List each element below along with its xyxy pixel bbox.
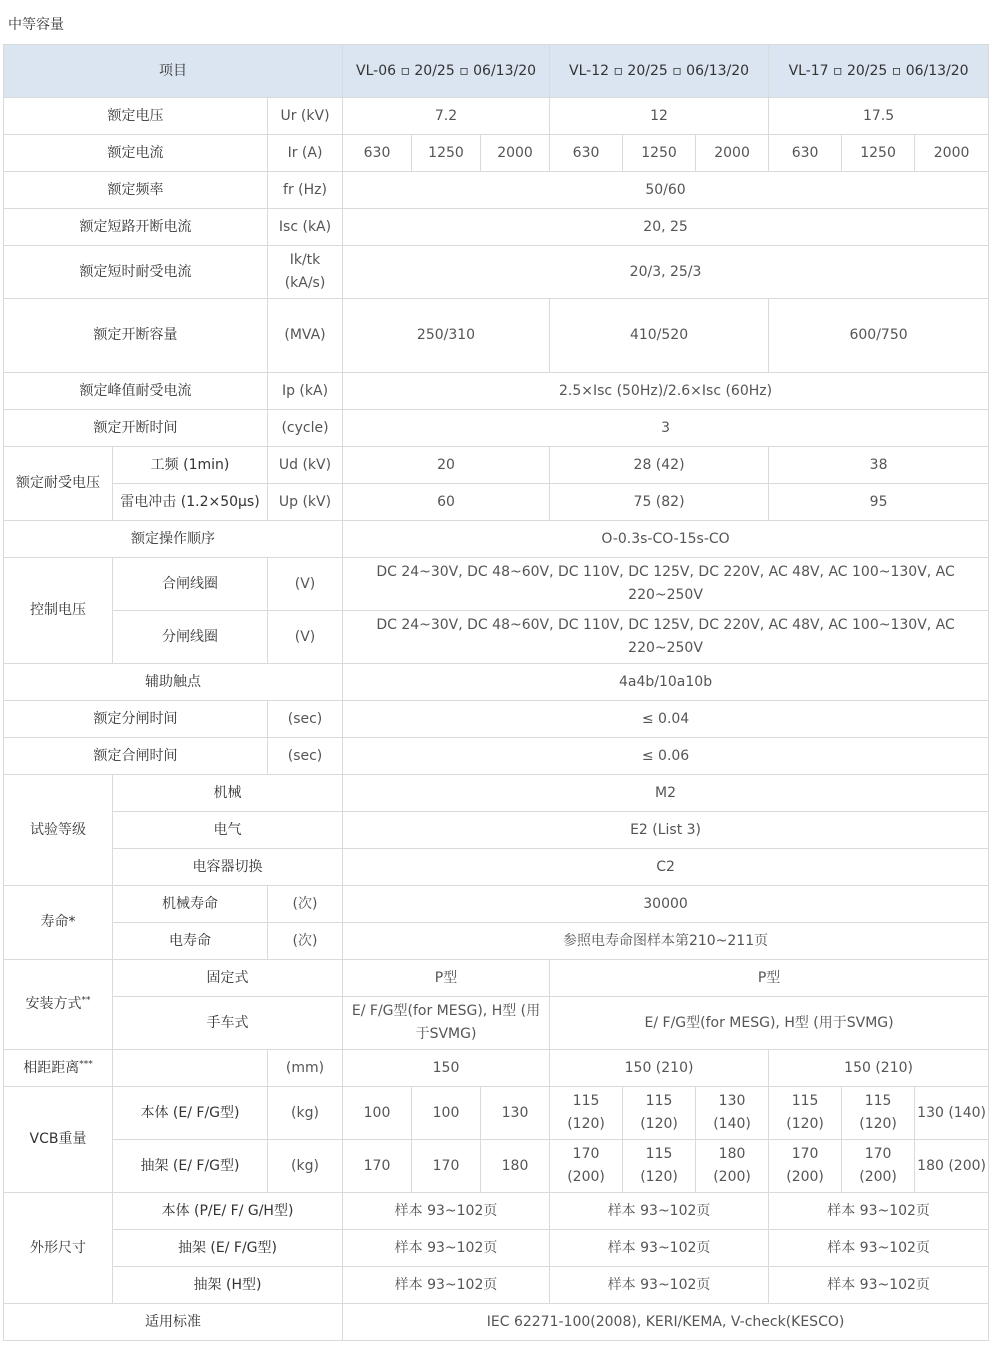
label: 机械寿命 xyxy=(113,886,268,923)
value: 38 xyxy=(769,447,989,484)
label: 工频 (1min) xyxy=(113,447,268,484)
value: 170 xyxy=(343,1140,412,1193)
empty-cell xyxy=(113,1050,268,1087)
row-test-mechanical xyxy=(4,775,989,812)
row-break-time xyxy=(4,410,989,447)
life-label: 寿命 xyxy=(40,914,69,930)
value: E2 (List 3) xyxy=(343,812,989,849)
value: IEC 62271-100(2008), KERI/KEMA, V-check(KESCO) xyxy=(343,1304,989,1341)
row-mounting-drawout xyxy=(4,997,989,1050)
label: 额定分闸时间 xyxy=(4,701,268,738)
value: 样本 93~102页 xyxy=(550,1230,769,1267)
value: 4a4b/10a10b xyxy=(343,664,989,701)
unit: fr (Hz) xyxy=(268,172,343,209)
unit: (V) xyxy=(268,611,343,664)
value: 1250 xyxy=(842,135,915,172)
value: 样本 93~102页 xyxy=(769,1193,989,1230)
label: 额定电流 xyxy=(4,135,268,172)
unit: Isc (kA) xyxy=(268,209,343,246)
page-title: 中等容量 xyxy=(8,17,64,33)
value: 样本 93~102页 xyxy=(769,1230,989,1267)
row-short-time-withstand xyxy=(4,246,989,299)
group-label xyxy=(4,886,113,960)
value: 样本 93~102页 xyxy=(769,1267,989,1304)
footnote-mark: *** xyxy=(79,1058,93,1069)
row-rated-current xyxy=(4,135,989,172)
row-weight-body xyxy=(4,1087,989,1140)
row-dimensions-body xyxy=(4,1193,989,1230)
value: 样本 93~102页 xyxy=(343,1230,550,1267)
row-breaking-capacity xyxy=(4,299,989,373)
value: 2000 xyxy=(696,135,769,172)
row-life-electrical xyxy=(4,923,989,960)
row-dimensions-frame-h xyxy=(4,1267,989,1304)
row-mounting-fixed xyxy=(4,960,989,997)
value: E/ F/G型(for MESG), H型 (用于SVMG) xyxy=(343,997,550,1050)
label: 机械 xyxy=(113,775,343,812)
pole-label: 相距距离 xyxy=(23,1059,80,1076)
label: 分闸线圈 xyxy=(113,611,268,664)
value: 250/310 xyxy=(343,299,550,373)
group-label: 试验等级 xyxy=(4,775,113,886)
value: 130 (140) xyxy=(915,1087,989,1140)
value: 参照电寿命图样本第210~211页 xyxy=(343,923,989,960)
value: 20/3, 25/3 xyxy=(343,246,989,299)
value: P型 xyxy=(343,960,550,997)
label: 抽架 (H型) xyxy=(113,1267,343,1304)
value: 100 xyxy=(412,1087,481,1140)
value: 2000 xyxy=(481,135,550,172)
value: 150 xyxy=(343,1050,550,1087)
unit: Up (kV) xyxy=(268,484,343,521)
value: 180 (200) xyxy=(915,1140,989,1193)
value: 95 xyxy=(769,484,989,521)
value: 样本 93~102页 xyxy=(343,1193,550,1230)
unit: (kg) xyxy=(268,1087,343,1140)
unit: (sec) xyxy=(268,701,343,738)
label: 电寿命 xyxy=(113,923,268,960)
label: 额定开断时间 xyxy=(4,410,268,447)
label: 额定开断容量 xyxy=(4,299,268,373)
value: 1250 xyxy=(412,135,481,172)
value: 115 (120) xyxy=(623,1087,696,1140)
value: 60 xyxy=(343,484,550,521)
label: 额定频率 xyxy=(4,172,268,209)
value: 3 xyxy=(343,410,989,447)
row-dimensions-frame-efg xyxy=(4,1230,989,1267)
value: O-0.3s-CO-15s-CO xyxy=(343,521,989,558)
group-label: 额定耐受电压 xyxy=(4,447,113,521)
value: 28 (42) xyxy=(550,447,769,484)
value: 170 (200) xyxy=(550,1140,623,1193)
value: 150 (210) xyxy=(550,1050,769,1087)
row-control-closing xyxy=(4,558,989,611)
value: 样本 93~102页 xyxy=(550,1193,769,1230)
value: 1250 xyxy=(623,135,696,172)
row-control-opening xyxy=(4,611,989,664)
label: 抽架 (E/ F/G型) xyxy=(113,1140,268,1193)
row-aux-contacts xyxy=(4,664,989,701)
footnote-mark: ** xyxy=(81,995,91,1006)
group-label: 外形尺寸 xyxy=(4,1193,113,1304)
row-close-time xyxy=(4,738,989,775)
label: 电气 xyxy=(113,812,343,849)
unit: Ir (A) xyxy=(268,135,343,172)
value: DC 24~30V, DC 48~60V, DC 110V, DC 125V, DC 220V, AC 48V, AC 100~130V, AC 220~250V xyxy=(343,611,989,664)
value: 17.5 xyxy=(769,98,989,135)
value: C2 xyxy=(343,849,989,886)
label: 额定电压 xyxy=(4,98,268,135)
value: 样本 93~102页 xyxy=(343,1267,550,1304)
label: 本体 (P/E/ F/ G/H型) xyxy=(113,1193,343,1230)
label: 额定操作顺序 xyxy=(4,521,343,558)
value: 410/520 xyxy=(550,299,769,373)
unit: (MVA) xyxy=(268,299,343,373)
unit: Ud (kV) xyxy=(268,447,343,484)
value: 180 xyxy=(481,1140,550,1193)
value: ≤ 0.04 xyxy=(343,701,989,738)
label: 本体 (E/ F/G型) xyxy=(113,1087,268,1140)
mounting-label: 安装方式 xyxy=(25,996,82,1012)
row-test-capacitor xyxy=(4,849,989,886)
label: 额定短时耐受电流 xyxy=(4,246,268,299)
value: 115 (120) xyxy=(842,1087,915,1140)
value: 630 xyxy=(769,135,842,172)
header-row xyxy=(4,45,989,98)
row-test-electrical xyxy=(4,812,989,849)
value: 2000 xyxy=(915,135,989,172)
group-label: VCB重量 xyxy=(4,1087,113,1193)
unit: (cycle) xyxy=(268,410,343,447)
unit: (V) xyxy=(268,558,343,611)
value: 100 xyxy=(343,1087,412,1140)
value: 630 xyxy=(343,135,412,172)
header-model-vl17: VL-17 ▫ 20/25 ▫ 06/13/20 xyxy=(769,45,989,98)
label: 额定合闸时间 xyxy=(4,738,268,775)
row-weight-frame xyxy=(4,1140,989,1193)
value: 115 (120) xyxy=(769,1087,842,1140)
header-item: 项目 xyxy=(4,45,343,98)
label: 抽架 (E/ F/G型) xyxy=(113,1230,343,1267)
value: 样本 93~102页 xyxy=(550,1267,769,1304)
value: 20 xyxy=(343,447,550,484)
group-label xyxy=(4,960,113,1050)
row-open-time xyxy=(4,701,989,738)
unit: (kg) xyxy=(268,1140,343,1193)
value: 20, 25 xyxy=(343,209,989,246)
label: 雷电冲击 (1.2×50μs) xyxy=(113,484,268,521)
value: 30000 xyxy=(343,886,989,923)
unit: (次) xyxy=(268,886,343,923)
unit: (sec) xyxy=(268,738,343,775)
value: 170 (200) xyxy=(769,1140,842,1193)
value: ≤ 0.06 xyxy=(343,738,989,775)
label: 合闸线圈 xyxy=(113,558,268,611)
value: 12 xyxy=(550,98,769,135)
row-pole-distance xyxy=(4,1050,989,1087)
label: 适用标准 xyxy=(4,1304,343,1341)
footnote-mark: * xyxy=(68,914,76,930)
row-life-mechanical xyxy=(4,886,989,923)
row-rated-frequency xyxy=(4,172,989,209)
row-rated-voltage xyxy=(4,98,989,135)
value: DC 24~30V, DC 48~60V, DC 110V, DC 125V, DC 220V, AC 48V, AC 100~130V, AC 220~250V xyxy=(343,558,989,611)
row-operating-sequence xyxy=(4,521,989,558)
header-model-vl06: VL-06 ▫ 20/25 ▫ 06/13/20 xyxy=(343,45,550,98)
label xyxy=(4,1050,113,1087)
header-model-vl12: VL-12 ▫ 20/25 ▫ 06/13/20 xyxy=(550,45,769,98)
unit: (次) xyxy=(268,923,343,960)
label: 辅助触点 xyxy=(4,664,343,701)
row-peak-withstand xyxy=(4,373,989,410)
label: 手车式 xyxy=(113,997,343,1050)
value: 170 xyxy=(412,1140,481,1193)
value: E/ F/G型(for MESG), H型 (用于SVMG) xyxy=(550,997,989,1050)
value: 130 xyxy=(481,1087,550,1140)
value: 180 (200) xyxy=(696,1140,769,1193)
unit: Ik/tk (kA/s) xyxy=(268,246,343,299)
value: 600/750 xyxy=(769,299,989,373)
group-label: 控制电压 xyxy=(4,558,113,664)
label: 电容器切换 xyxy=(113,849,343,886)
value: 50/60 xyxy=(343,172,989,209)
spec-table xyxy=(3,44,989,1341)
label: 额定峰值耐受电流 xyxy=(4,373,268,410)
value: 630 xyxy=(550,135,623,172)
value: P型 xyxy=(550,960,989,997)
value: 2.5×Isc (50Hz)/2.6×Isc (60Hz) xyxy=(343,373,989,410)
value: 170 (200) xyxy=(842,1140,915,1193)
label: 固定式 xyxy=(113,960,343,997)
value: 130 (140) xyxy=(696,1087,769,1140)
value: 115 (120) xyxy=(623,1140,696,1193)
label: 额定短路开断电流 xyxy=(4,209,268,246)
row-short-circuit-breaking xyxy=(4,209,989,246)
value: 75 (82) xyxy=(550,484,769,521)
row-standard xyxy=(4,1304,989,1341)
row-withstand-power-freq xyxy=(4,447,989,484)
value: 115 (120) xyxy=(550,1087,623,1140)
unit: Ur (kV) xyxy=(268,98,343,135)
value: M2 xyxy=(343,775,989,812)
value: 7.2 xyxy=(343,98,550,135)
unit: Ip (kA) xyxy=(268,373,343,410)
row-withstand-lightning xyxy=(4,484,989,521)
unit: (mm) xyxy=(268,1050,343,1087)
value: 150 (210) xyxy=(769,1050,989,1087)
